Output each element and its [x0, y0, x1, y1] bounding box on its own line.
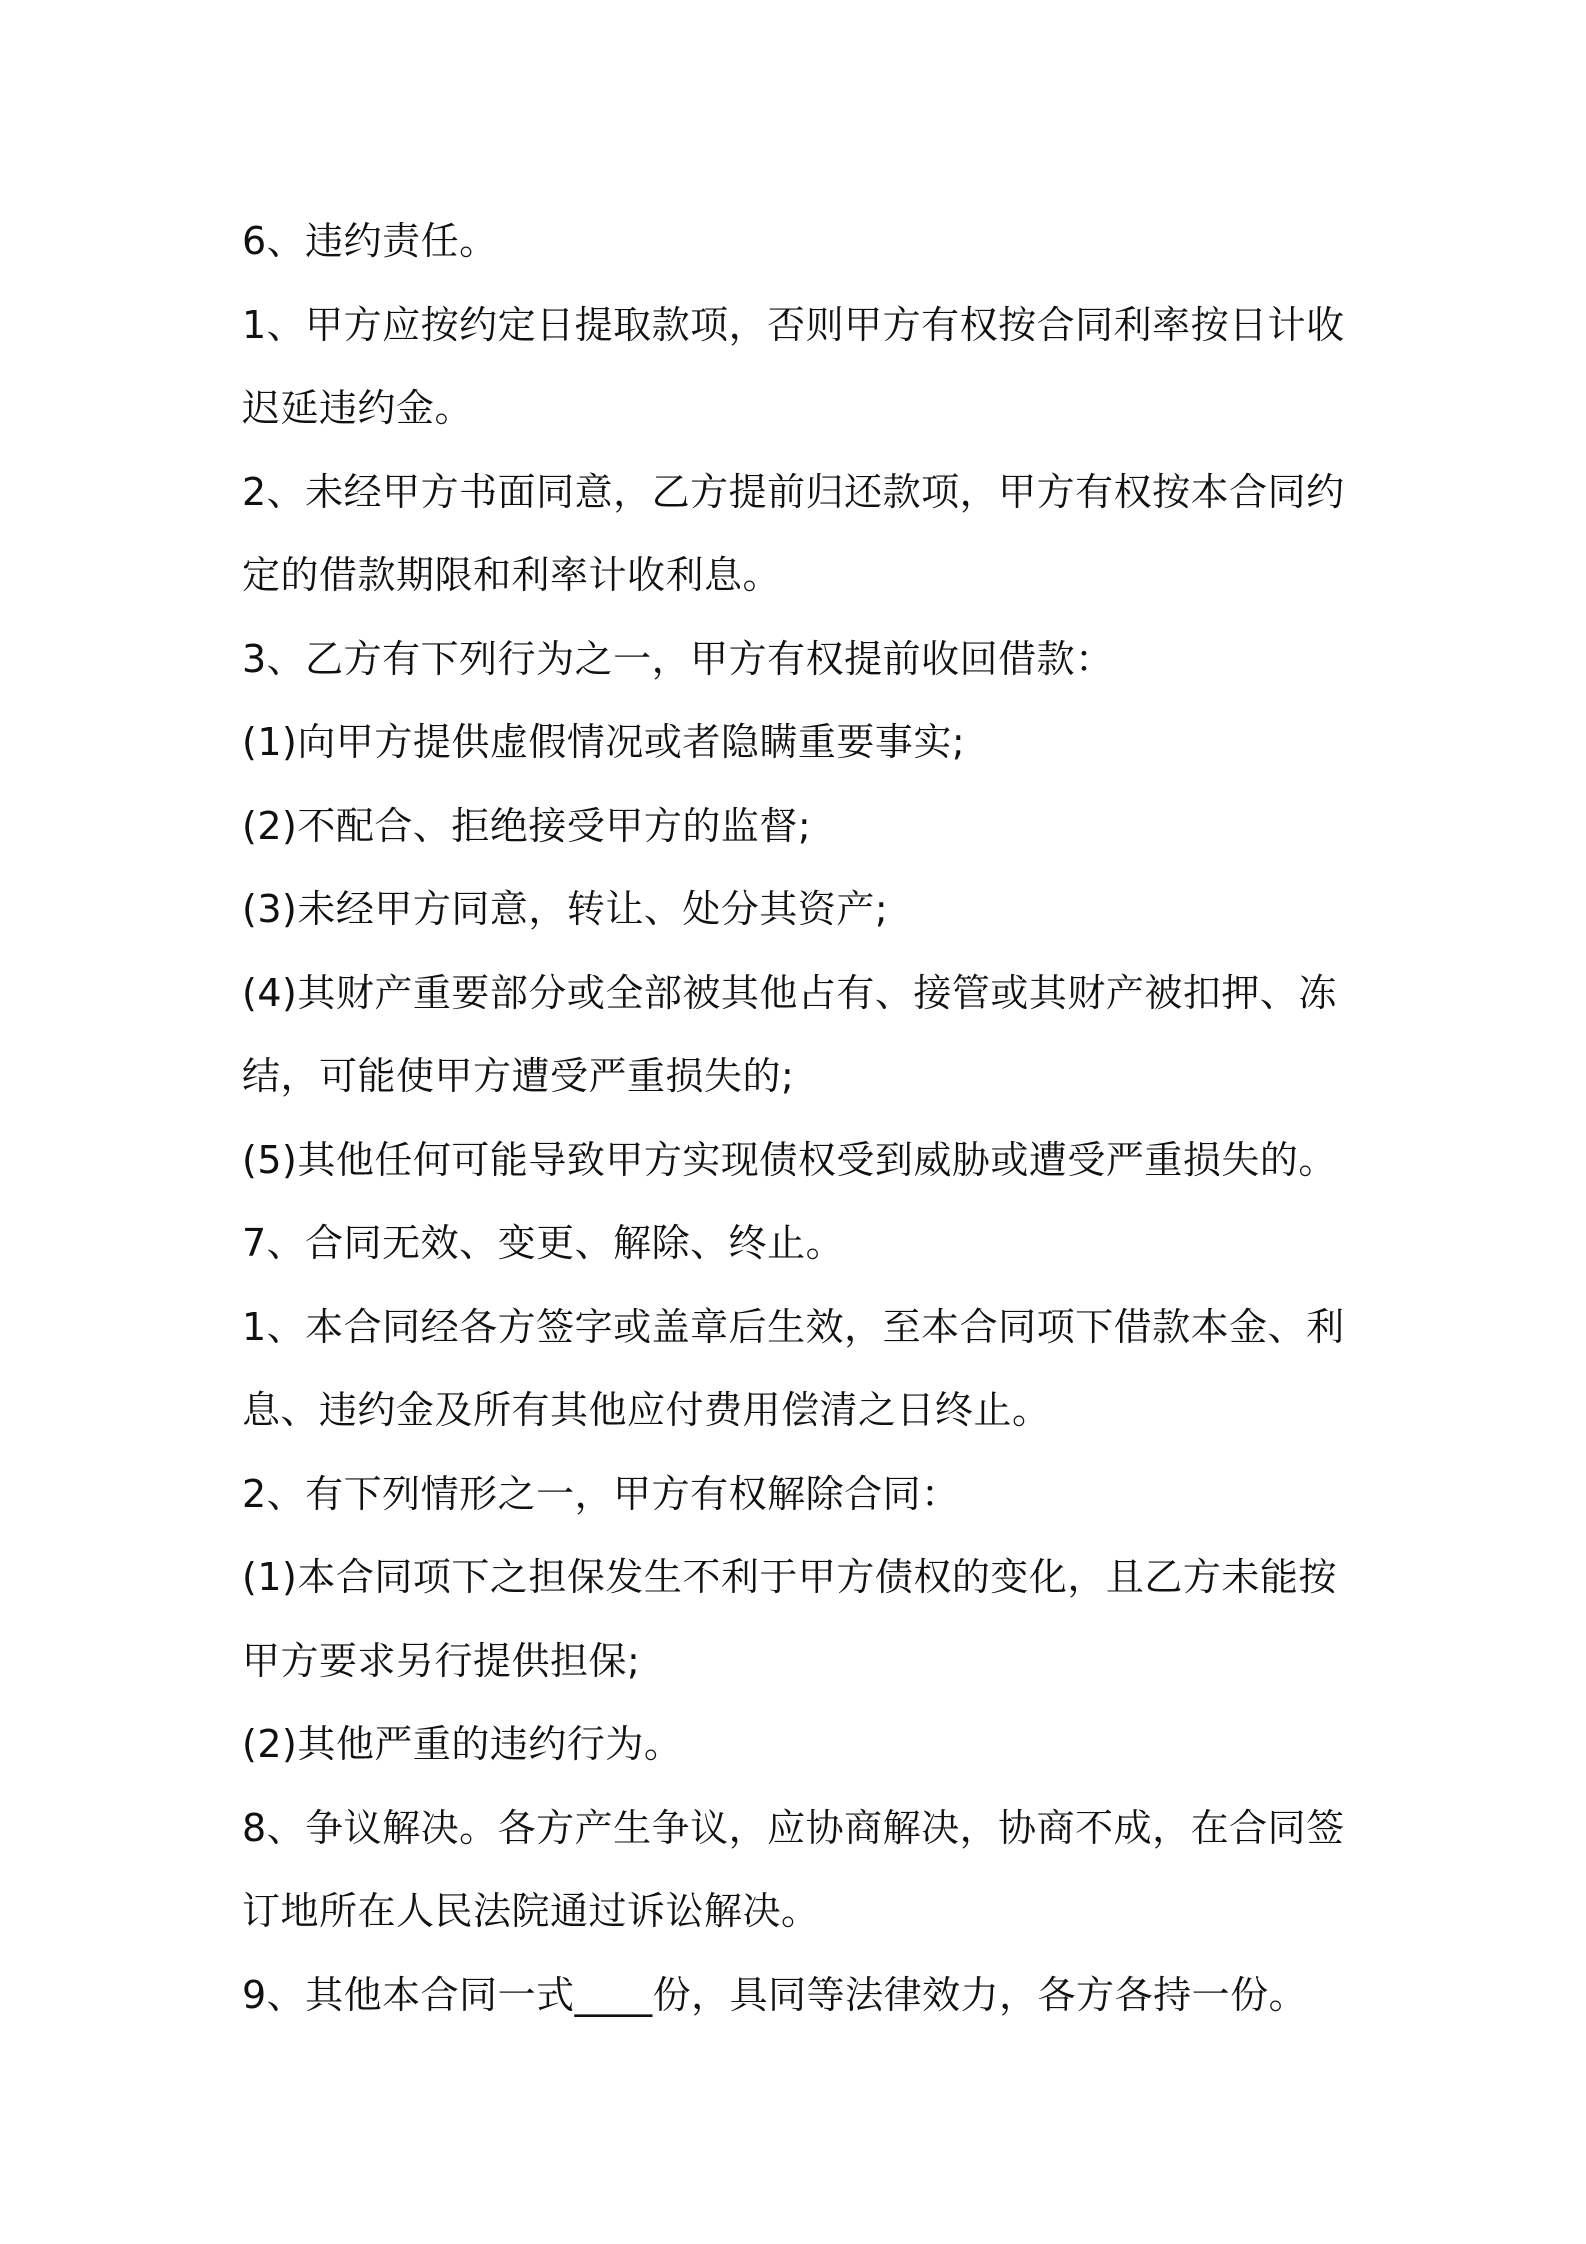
list-item: (3)未经甲方同意，转让、处分其资产; — [242, 887, 889, 931]
list-item: (4)其财产重要部分或全部被其他占有、接管或其财产被扣押、冻结，可能使甲方遭受严重损失的; — [242, 970, 1337, 1098]
clause-paragraph: 1、本合同经各方签字或盖章后生效，至本合同项下借款本金、利息、违约金及所有其他应付费用偿清之日终止。 — [242, 1304, 1345, 1432]
section-heading-contract-termination: 7、合同无效、变更、解除、终止。 — [242, 1221, 845, 1265]
section-heading-dispute-resolution: 8、争议解决。各方产生争议，应协商解决，协商不成，在合同签订地所在人民法院通过诉讼解决。 — [242, 1805, 1345, 1933]
section-heading-breach-liability: 6、违约责任。 — [242, 219, 498, 263]
section-heading-miscellaneous: 9、其他本合同一式____份，具同等法律效力，各方各持一份。 — [242, 1972, 1308, 2017]
clause-paragraph: 2、未经甲方书面同意，乙方提前归还款项，甲方有权按本合同约定的借款期限和利率计收利息。 — [242, 469, 1345, 597]
list-item: (2)不配合、拒绝接受甲方的监督; — [242, 803, 812, 848]
clause-paragraph: 2、有下列情形之一，甲方有权解除合同： — [242, 1471, 960, 1516]
list-item: (1)向甲方提供虚假情况或者隐瞒重要事实; — [242, 720, 966, 764]
list-item: (1)本合同项下之担保发生不利于甲方债权的变化，且乙方未能按甲方要求另行提供担保; — [242, 1555, 1337, 1683]
clause-paragraph: 3、乙方有下列行为之一，甲方有权提前收回借款： — [242, 636, 1114, 681]
list-item: (5)其他任何可能导致甲方实现债权受到威胁或遭受严重损失的。 — [242, 1137, 1337, 1182]
clause-paragraph: 1、甲方应按约定日提取款项，否则甲方有权按合同利率按日计收迟延违约金。 — [242, 302, 1345, 430]
document-body — [242, 200, 1372, 2037]
list-item: (2)其他严重的违约行为。 — [242, 1722, 683, 1766]
